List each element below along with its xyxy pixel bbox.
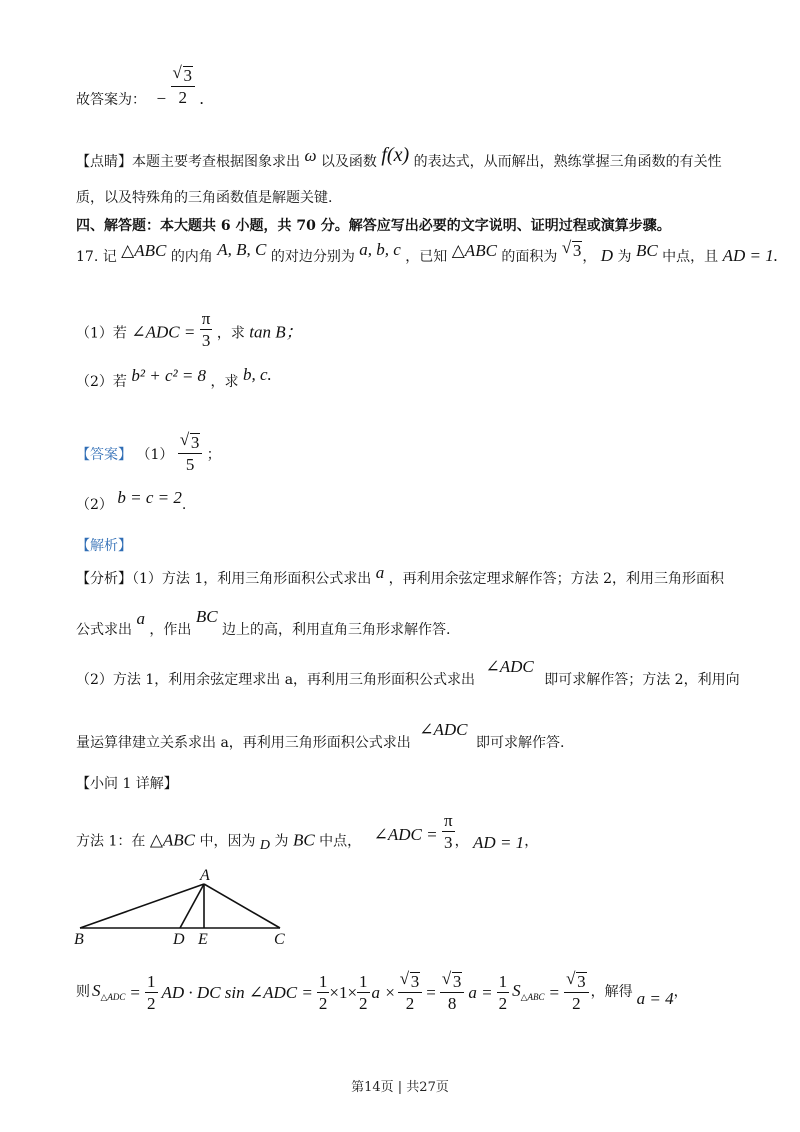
fx-symbol: f(x) [381,144,410,166]
page-footer: 第14页 | 共27页 [351,1080,449,1095]
dianjing-label: 【点睛】 [76,154,132,170]
detail-label: 【小问 1 详解】 [76,776,178,792]
analysis-label: 【解析】 [76,538,132,554]
ad-equals-1: AD = 1. [722,246,778,265]
triangle-abc: △ABC [121,241,167,260]
problem-17-q2: （2）若 b² + c² = 8 ，求 b, c. [76,365,272,390]
area-calculation: 则 $S_{\triangle ADC}$ = $\frac{1}{2}$ AD · DC sin ∠ADC = $\frac{1}{2}$ ×1× $\frac{1}{2}$ a × √ 3 2 = √ 3 8 a = $\frac{1}{2}$ $S_{\triangle ABC}$ = √ 3 2 ，解得 a = 4 ， [76,969,688,1013]
prev-answer-fraction: √ 3 2 [171,66,196,106]
label-D: D [173,931,185,948]
answer-label: 【答案】 [76,447,132,463]
prev-answer-label: 故答案为： [76,92,146,108]
detail-method-1: 方法 1：在 △ABC 中，因为 D 为 BC 中点， ∠ADC = $\frac{\pi}{3}$ ， AD = 1， [76,811,539,853]
label-A: A [200,867,210,884]
label-B: B [74,931,84,948]
analysis-line-3: （2）方法 1，利用余弦定理求出 a，再利用三角形面积公式求出 ∠ADC 即可求解作答；方法 2，利用向 [76,657,740,688]
label-E: E [198,931,208,948]
label-C: C [274,931,285,948]
sqrt3: √ 3 [561,238,582,260]
problem-17-q1: （1）若 ∠ADC = $\frac{\pi}{3}$ ，求 tan B； [76,309,303,350]
dianjing-line-1: 【点睛】本题主要考查根据图象求出 ω 以及函数 f(x) 的表达式，从而解出，熟练掌握三角函数的有关性 [76,144,722,170]
analysis-line-2: 公式求出 a ，作出 BC 边上的高，利用直角三角形求解作答. [76,607,451,638]
omega-symbol: ω [304,146,317,165]
answer-line-2: （2） b = c = 2. [76,488,187,513]
prev-answer-line: 故答案为： − √ 3 2 . [76,63,204,108]
section-heading: 四、解答题：本大题共 6 小题，共 70 分。解答应写出必要的文字说明、证明过程或演算步骤。 [76,218,671,234]
problem-17-stem: 17. 记 △ABC 的内角 A, B, C 的对边分别为 a, b, c ，已知 △ABC 的面积为 √ 3， D 为 BC 中点，且 AD = 1. [76,238,778,265]
analysis-line-4: 量运算律建立关系求出 a，再利用三角形面积公式求出 ∠ADC 即可求解作答. [76,720,565,751]
answer-line-1: 【答案】 （1） √ 3 5 ； [76,430,221,474]
analysis-line-1: 【分析】（1）方法 1，利用三角形面积公式求出 a ，再利用余弦定理求解作答；方法 2，利用三角形面积 [76,563,725,587]
dianjing-line-2: 质，以及特殊角的三角函数值是解题关键. [76,190,333,206]
result-a-equals-4: a = 4 [636,988,674,1008]
triangle-figure [70,860,330,950]
